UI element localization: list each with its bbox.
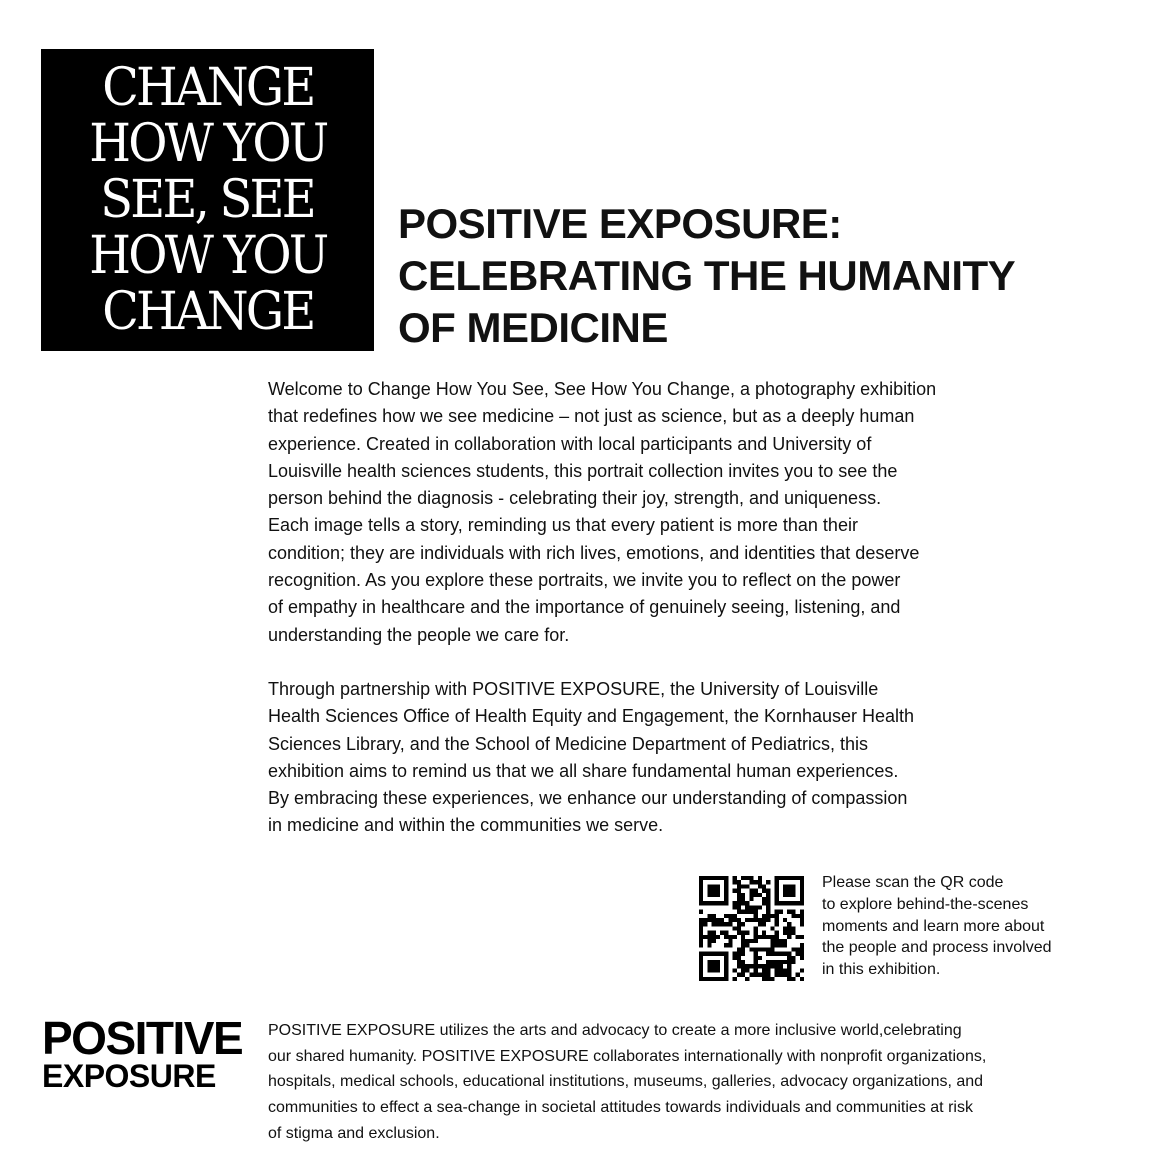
text-line: Health Sciences Office of Health Equity and Engagement, the Kornhauser Health [268, 706, 915, 727]
text-line: of stigma and exclusion. [268, 1124, 440, 1142]
logo-line: EXPOSURE [42, 1058, 216, 1094]
exhibition-title-line: HOW YOU [88, 226, 327, 286]
text-line: Louisville health sciences students, this portrait collection invites you to see the [268, 460, 898, 481]
page-headline [398, 198, 1138, 354]
text-line: in this exhibition. [822, 961, 941, 979]
qr-instructions [822, 872, 1142, 981]
text-line: that redefines how we see medicine – not just as science, but as a deeply human [268, 406, 915, 427]
exhibition-title-block [41, 49, 374, 351]
text-line: person behind the diagnosis - celebrating their joy, strength, and uniqueness. [268, 488, 882, 509]
text-line: Through partnership with POSITIVE EXPOSURE, the University of Louisville [268, 678, 879, 699]
exhibition-title-line: CHANGE [101, 58, 314, 118]
text-line: recognition. As you explore these portraits, we invite you to reflect on the power [268, 570, 901, 591]
exhibition-title-line: SEE, SEE [100, 170, 315, 230]
headline-line: OF MEDICINE [398, 304, 668, 351]
text-line: POSITIVE EXPOSURE utilizes the arts and advocacy to create a more inclusive world,celebrating [268, 1022, 962, 1039]
text-line: in medicine and within the communities we serve. [268, 815, 664, 836]
text-line: our shared humanity. POSITIVE EXPOSURE collaborates internationally with nonprofit organizations, [268, 1047, 987, 1065]
text-line: Sciences Library, and the School of Medicine Department of Pediatrics, this [268, 733, 868, 754]
text-line: hospitals, medical schools, educational institutions, museums, galleries, advocacy organizations, and [268, 1073, 984, 1091]
organization-description [268, 1018, 1128, 1147]
intro-text [268, 376, 1098, 867]
text-line: to explore behind-the-scenes [822, 895, 1029, 913]
text-line: Please scan the QR code [822, 874, 1004, 891]
text-line: the people and process involved [822, 939, 1052, 957]
text-line: Welcome to Change How You See, See How You Change, a photography exhibition [268, 379, 937, 399]
text-line: Each image tells a story, reminding us that every patient is more than their [268, 515, 858, 536]
text-line: exhibition aims to remind us that we all share fundamental human experiences. [268, 760, 899, 781]
headline-line: CELEBRATING THE HUMANITY [398, 252, 1016, 299]
exhibition-title-line: HOW YOU [88, 114, 327, 174]
logo-line: POSITIVE [42, 1012, 243, 1064]
intro-paragraph-welcome [268, 376, 1098, 649]
text-line: moments and learn more about [822, 917, 1045, 935]
text-line: By embracing these experiences, we enhance our understanding of compassion [268, 788, 908, 809]
text-line: communities to effect a sea-change in societal attitudes towards individuals and communities at risk [268, 1099, 973, 1117]
headline-line: POSITIVE EXPOSURE: [398, 200, 842, 247]
text-line: of empathy in healthcare and the importance of genuinely seeing, listening, and [268, 597, 901, 618]
intro-paragraph-partnership [268, 676, 1098, 840]
qr-code-icon[interactable] [699, 876, 804, 981]
text-line: experience. Created in collaboration with local participants and University of [268, 433, 872, 454]
positive-exposure-logo [42, 1012, 252, 1094]
exhibition-title-line: CHANGE [101, 282, 314, 342]
text-line: condition; they are individuals with rich lives, emotions, and identities that deserve [268, 542, 920, 563]
text-line: understanding the people we care for. [268, 624, 570, 645]
